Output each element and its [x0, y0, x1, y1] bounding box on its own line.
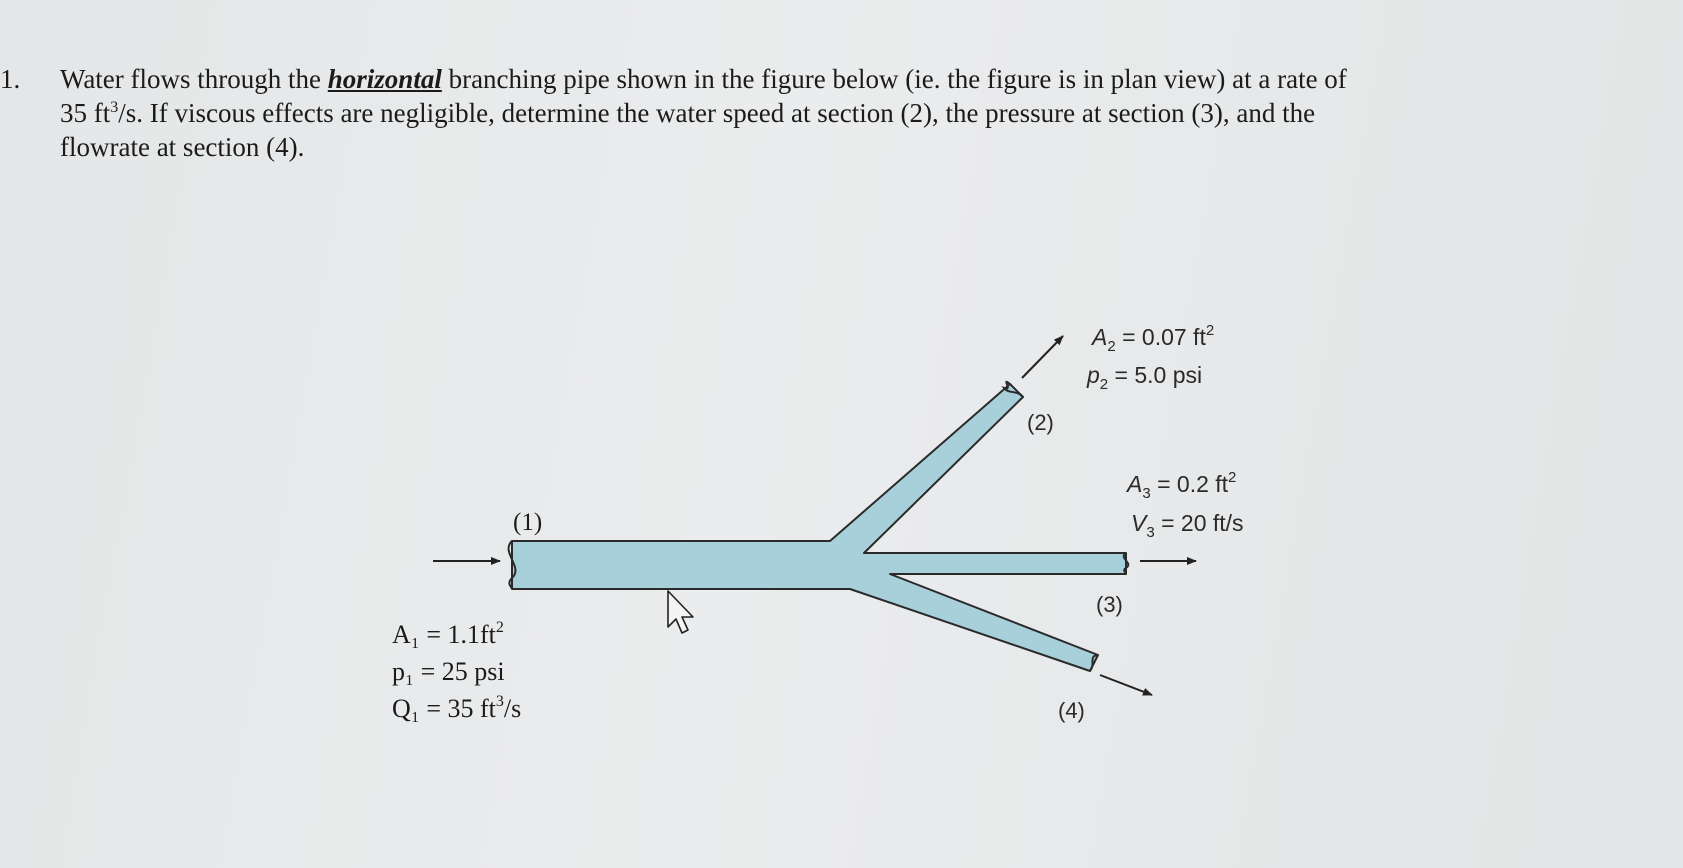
section-2-label: (2) — [1027, 410, 1054, 435]
section-2-pressure: $p_2 = 5.0$ psi — [1087, 362, 1203, 393]
line1-start: Water flows through the — [60, 64, 328, 94]
outflow-arrow-2 — [1022, 336, 1063, 378]
section-1-label: (1) — [513, 509, 543, 536]
section-1-pressure: p₁ = 25 psi — [392, 657, 505, 686]
line2-superscript: 3 — [110, 99, 119, 116]
section-1-flowrate: Q₁ = 35 $ft^3/s$ — [392, 693, 522, 723]
emphasis-horizontal: horizontal — [327, 64, 442, 94]
section-2-area: $A_2 = 0.07$ $ft^2$ — [1092, 322, 1215, 355]
section-1-area: $A_1 = 1.1ft^2$ — [392, 619, 504, 649]
problem-number: 1. — [0, 64, 21, 94]
section-3-velocity: $V_3 = 20$ ft/s — [1131, 510, 1244, 541]
line2-start: 35 ft — [60, 98, 111, 128]
problem-line-3: flowrate at section (4). — [60, 132, 305, 162]
outflow-arrow-4 — [1100, 675, 1152, 695]
line2-end: /s. If viscous effects are negligible, determine the water speed at section (2), the pressure at section (3), and the — [118, 98, 1316, 128]
section-3-label: (3) — [1096, 592, 1123, 617]
mouse-cursor-icon — [668, 591, 693, 633]
section-3-area: $A_3 = 0.2$ $ft^2$ — [1127, 469, 1237, 502]
line1-end: branching pipe shown in the figure below (ie. the figure is in plan view) at a rate of — [441, 64, 1347, 94]
section-4-label: (4) — [1058, 698, 1085, 723]
